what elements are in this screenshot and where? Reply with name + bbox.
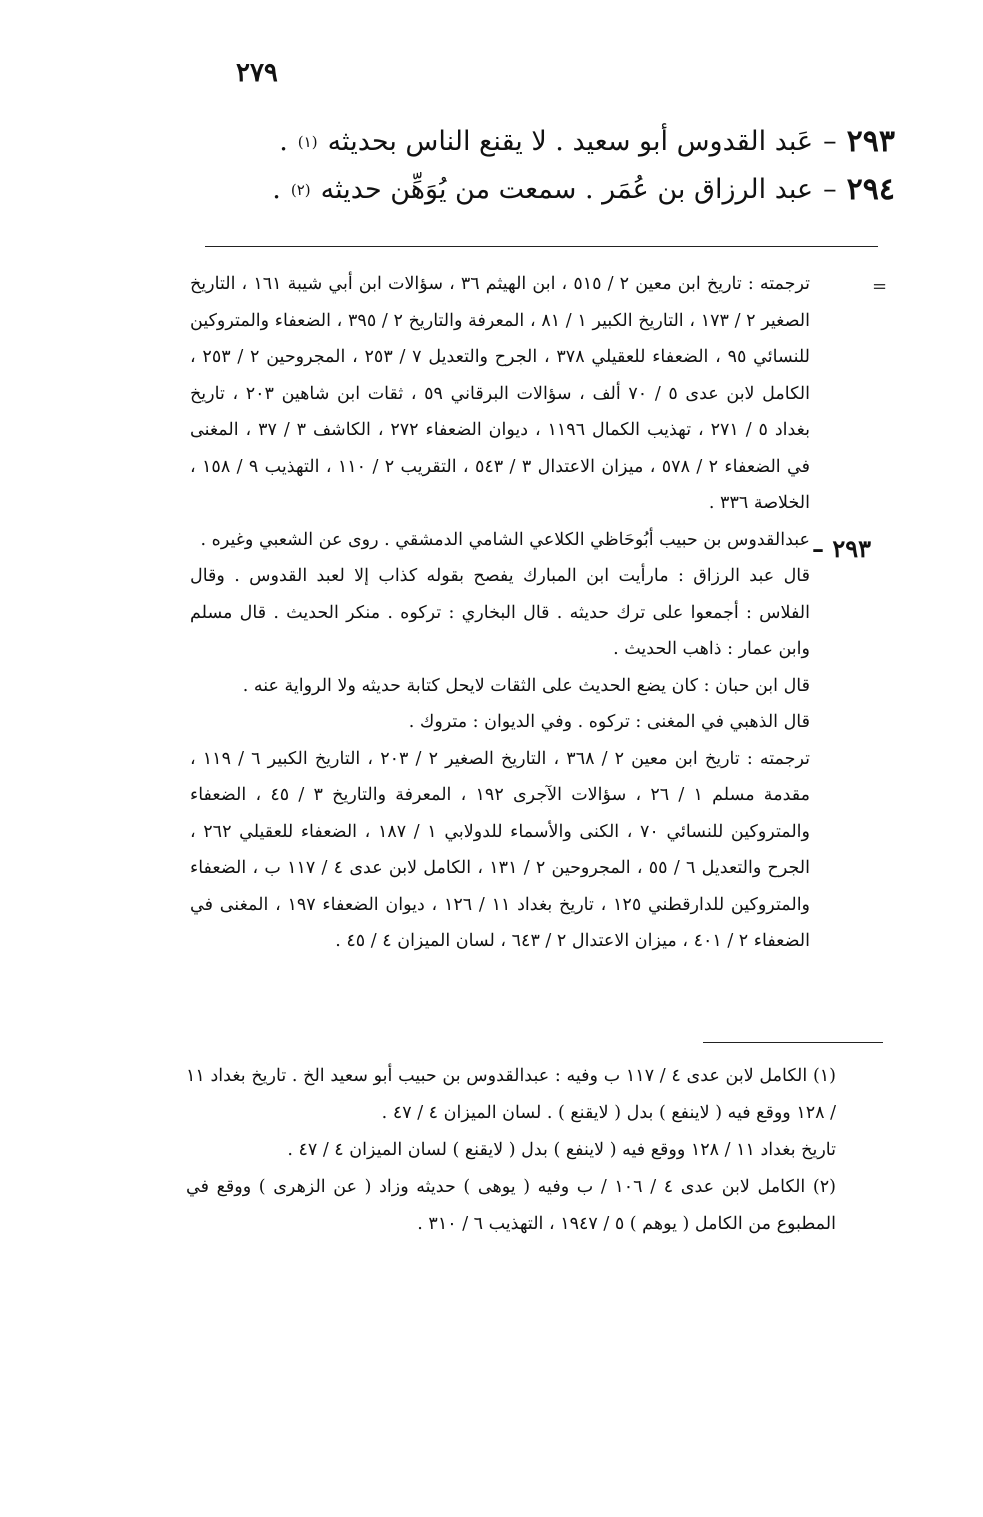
- entry-dash: –: [823, 126, 837, 157]
- entry-number: ٢٩٤: [846, 172, 895, 207]
- entry-end: .: [279, 126, 288, 157]
- continuation-mark: =: [872, 276, 888, 297]
- footnote-reference: (٢): [290, 181, 311, 199]
- entry-text: عَبد القدوس أبو سعيد . لا يقنع الناس بحديثه: [327, 126, 814, 157]
- translation-paragraph: ترجمته : تاريخ ابن معين ٢ / ٣٦٨ ، التاريخ الصغير ٢ / ٢٠٣ ، التاريخ الكبير ٦ / ١١٩ ، مقدمة مسلم ١ / ٢٦ ، سؤالات الآجرى ١٩٢ ، المعرفة والتاريخ ٣ / ٤٥ ، الضعفاء والمتروكين للنسائي ٧٠ ، الكنى والأسماء للدولابي ١ / ١٨٧ ، الضعفاء للعقيلي ٢٦٢ ، الجرح والتعديل ٦ / ٥٥ ، المجروحين ٢ / ١٣١ ، الكامل لابن عدى ٤ / ١١٧ ب ، الضعفاء والمتروكين للدارقطني ١٢٥ ، تاريخ بغداد ١١ / ١٢٦ ، ديوان الضعفاء ١٩٧ ، المغنى في الضعفاء ٢ / ٤٠١ ، ميزان الاعتدال ٢ / ٦٤٣ ، لسان الميزان ٤ / ٤٥ .: [190, 748, 811, 951]
- previous-translation: ترجمته : تاريخ ابن معين ٢ / ٥١٥ ، ابن الهيثم ٣٦ ، سؤالات ابن أبي شيبة ١٦١ ، التاريخ الصغير ٢ / ١٧٣ ، التاريخ الكبير ١ / ٨١ ، المعرفة والتاريخ ٢ / ٣٩٥ ، الضعفاء والمتروكين للنسائي ٩٥ ، الضعفاء للعقيلي ٣٧٨ ، الجرح والتعديل ٧ / ٢٥٣ ، المجروحين ٢ / ٢٥٣ ، الكامل لابن عدى ٥ / ٧٠ ألف ، سؤالات البرقاني ٥٩ ، ثقات ابن شاهين ٢٠٣ ، تاريخ بغداد ٥ / ٢٧١ ، تهذيب الكمال ١١٩٦ ، ديوان الضعفاء ٢٧٢ ، الكاشف ٣ / ٣٧ ، المغنى في الضعفاء ٢ / ٥٧٨ ، ميزان الاعتدال ٣ / ٥٤٣ ، التقريب ٢ / ١١٠ ، التهذيب ٩ / ١٥٨ ، الخلاصة ٣٣٦ .: [190, 274, 810, 513]
- footnote-2: (٢) الكامل لابن عدى ٤ / ١٠٦ / ب وفيه ( يوهى ) حديثه وزاد ( عن الزهرى ) ووقع في المطبوع من الكامل ( يوهم ) ٥ / ١٩٤٧ ، التهذيب ٦ / ٣١٠ .: [186, 1177, 836, 1234]
- entry-end: .: [272, 174, 281, 205]
- quote-paragraph: قال الذهبي في المغنى : تركوه . وفي الديوان : متروك .: [408, 712, 810, 732]
- entry-293: [270, 118, 895, 166]
- quote-paragraph: قال عبد الرزاق : مارأيت ابن المبارك يفصح بقوله كذاب إلا لعبد القدوس . وقال الفلاس : أجمعوا على ترك حديثه . قال البخاري : تركوه . منكر الحديث . قال مسلم وابن عمار : ذاهب الحديث .: [190, 566, 810, 659]
- footnote-1-repeat: تاريخ بغداد ١١ / ١٢٨ ووقع فيه ( لاينفع ) بدل ( لايقنع ) لسان الميزان ٤ / ٤٧ .: [287, 1140, 836, 1160]
- footnote-1: (١) الكامل لابن عدى ٤ / ١١٧ ب وفيه : عبدالقدوس بن حبيب أبو سعيد الخ . تاريخ بغداد ١١ / ١٢٨ ووقع فيه ( لاينفع ) بدل ( لايقنع ) . لسان الميزان ٤ / ٤٧ .: [186, 1066, 836, 1123]
- entry-intro: عبدالقدوس بن حبيب أبُوحَاظي الكلاعي الشامي الدمشقي . روى عن الشعبي وغيره .: [200, 529, 810, 550]
- footnote-reference: (١): [297, 133, 318, 151]
- main-entries: [270, 118, 895, 214]
- footnote-divider: [703, 1042, 883, 1043]
- entry-number: ٢٩٣: [846, 124, 895, 159]
- entry-text: عبد الرزاق بن عُمَر . سمعت من يُوَهِّن حديثه: [320, 174, 814, 205]
- commentary-section: [190, 266, 810, 960]
- section-divider: [205, 246, 878, 247]
- quote-paragraph: قال ابن حبان : كان يضع الحديث على الثقات لايحل كتابة حديثه ولا الرواية عنه .: [242, 675, 810, 696]
- footnotes-section: [186, 1058, 836, 1243]
- page-number: ٢٧٩: [236, 58, 278, 88]
- entry-294: [270, 166, 895, 214]
- entry-dash: –: [823, 174, 837, 205]
- commentary-entry-number: ٢٩٣ –: [812, 534, 872, 563]
